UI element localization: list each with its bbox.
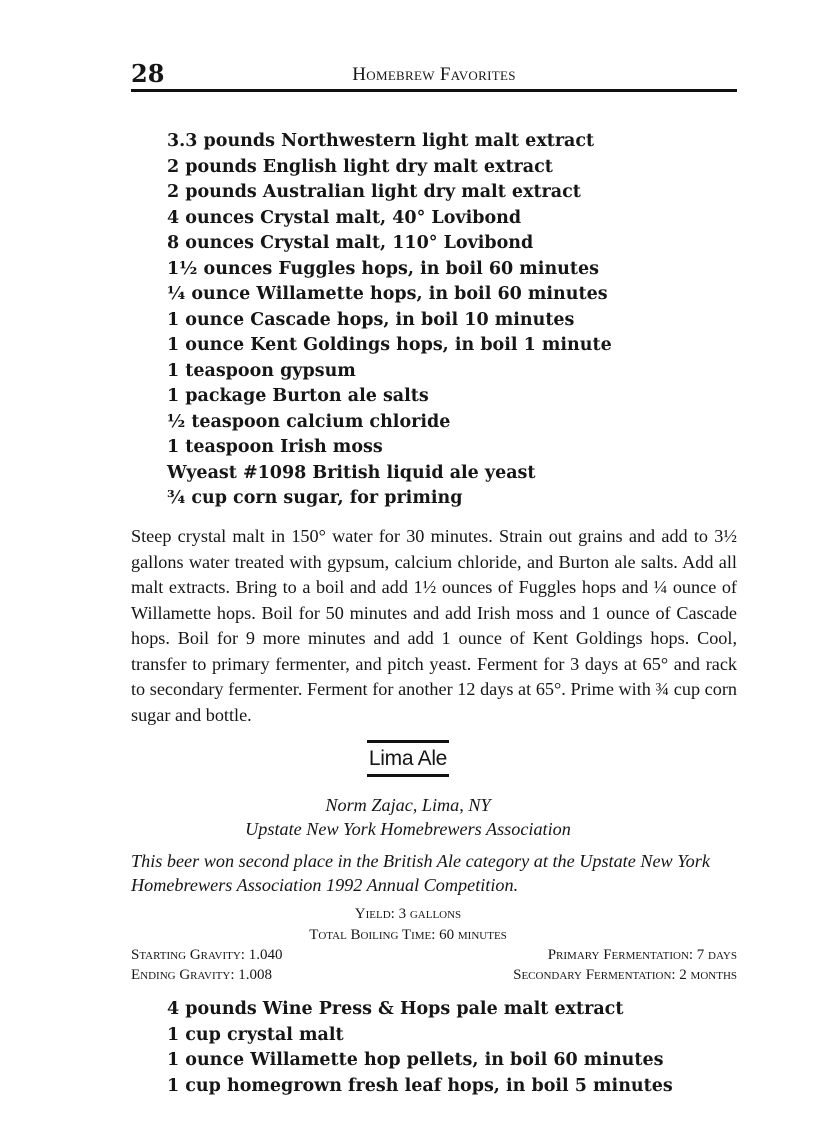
ingredient-item: 1 cup crystal malt bbox=[167, 1024, 344, 1045]
page-number: 28 bbox=[131, 59, 165, 88]
ingredient-item: ½ teaspoon calcium chloride bbox=[167, 411, 451, 432]
ingredient-item: 8 ounces Crystal malt, 110° Lovibond bbox=[167, 233, 534, 253]
ingredient-item: 1 ounce Willamette hop pellets, in boil 60 minutes bbox=[167, 1050, 664, 1070]
ingredient-item: 1 package Burton ale salts bbox=[167, 386, 429, 406]
ingredient-item: 1 ounce Cascade hops, in boil 10 minutes bbox=[167, 309, 575, 330]
ingredient-item: ¼ ounce Willamette hops, in boil 60 minutes bbox=[167, 284, 608, 304]
ingredient-item: ¾ cup corn sugar, for priming bbox=[167, 488, 463, 508]
recipe-title-block bbox=[0, 740, 816, 777]
secondary-fermentation: Secondary Fermentation: 2 months bbox=[513, 967, 737, 983]
ingredient-list-previous-recipe bbox=[167, 129, 612, 512]
brewer-name: Norm Zajac, Lima, NY bbox=[325, 795, 491, 815]
club-name: Upstate New York Homebrewers Association bbox=[245, 819, 571, 839]
page-header bbox=[131, 60, 737, 88]
ingredient-item: 3.3 pounds Northwestern light malt extract bbox=[167, 131, 595, 151]
ending-gravity: Ending Gravity: 1.008 bbox=[131, 967, 272, 983]
boiling-time: Total Boiling Time: 60 minutes bbox=[309, 927, 507, 943]
header-rule bbox=[131, 89, 737, 92]
ingredient-item: 1 ounce Kent Goldings hops, in boil 1 minute bbox=[167, 335, 612, 355]
running-title: Homebrew Favorites bbox=[352, 64, 516, 85]
ingredient-item: 1 teaspoon gypsum bbox=[167, 360, 356, 381]
ingredient-item: 1½ ounces Fuggles hops, in boil 60 minutes bbox=[167, 258, 599, 279]
yield: Yield: 3 gallons bbox=[354, 906, 462, 922]
primary-fermentation: Primary Fermentation: 7 days bbox=[547, 947, 737, 963]
ingredient-item: 4 pounds Wine Press & Hops pale malt extract bbox=[167, 999, 624, 1019]
ingredient-item: 2 pounds Australian light dry malt extract bbox=[167, 182, 581, 202]
ingredient-item: 1 teaspoon Irish moss bbox=[167, 437, 383, 457]
ingredient-item: 4 ounces Crystal malt, 40° Lovibond bbox=[167, 207, 522, 228]
ingredient-item: 2 pounds English light dry malt extract bbox=[167, 156, 553, 177]
ingredient-item: 1 cup homegrown fresh leaf hops, in boil 5 minutes bbox=[167, 1075, 673, 1096]
award-note: This beer won second place in the British Ale category at the Upstate New York Homebrewers Association 1992 Annual Competition. bbox=[131, 851, 710, 895]
ingredient-item: Wyeast #1098 British liquid ale yeast bbox=[167, 462, 536, 483]
ingredient-list-lima-ale bbox=[167, 997, 673, 1099]
recipe-title: Lima Ale bbox=[367, 740, 449, 777]
brewing-instructions: Steep crystal malt in 150° water for 30 minutes. Strain out grains and add to 3½ gallons water treated with gypsum, calcium chloride, and Burton ale salts. Add all malt extracts. Bring to a boil and add 1½ ounces of Fuggles hops and ¼ ounce of Willamette hops. Boil for 50 minutes and add Irish moss and 1 ounce of Cascade hops. Boil for 9 more minutes and add 1 ounce of Kent Goldings hops. Cool, transfer to primary fermenter, and pitch yeast. Ferment for 3 days at 65° and rack to secondary fermenter. Ferment for another 12 days at 65°. Prime with ¾ cup corn sugar and bottle. bbox=[131, 526, 737, 725]
starting-gravity: Starting Gravity: 1.040 bbox=[131, 947, 283, 963]
